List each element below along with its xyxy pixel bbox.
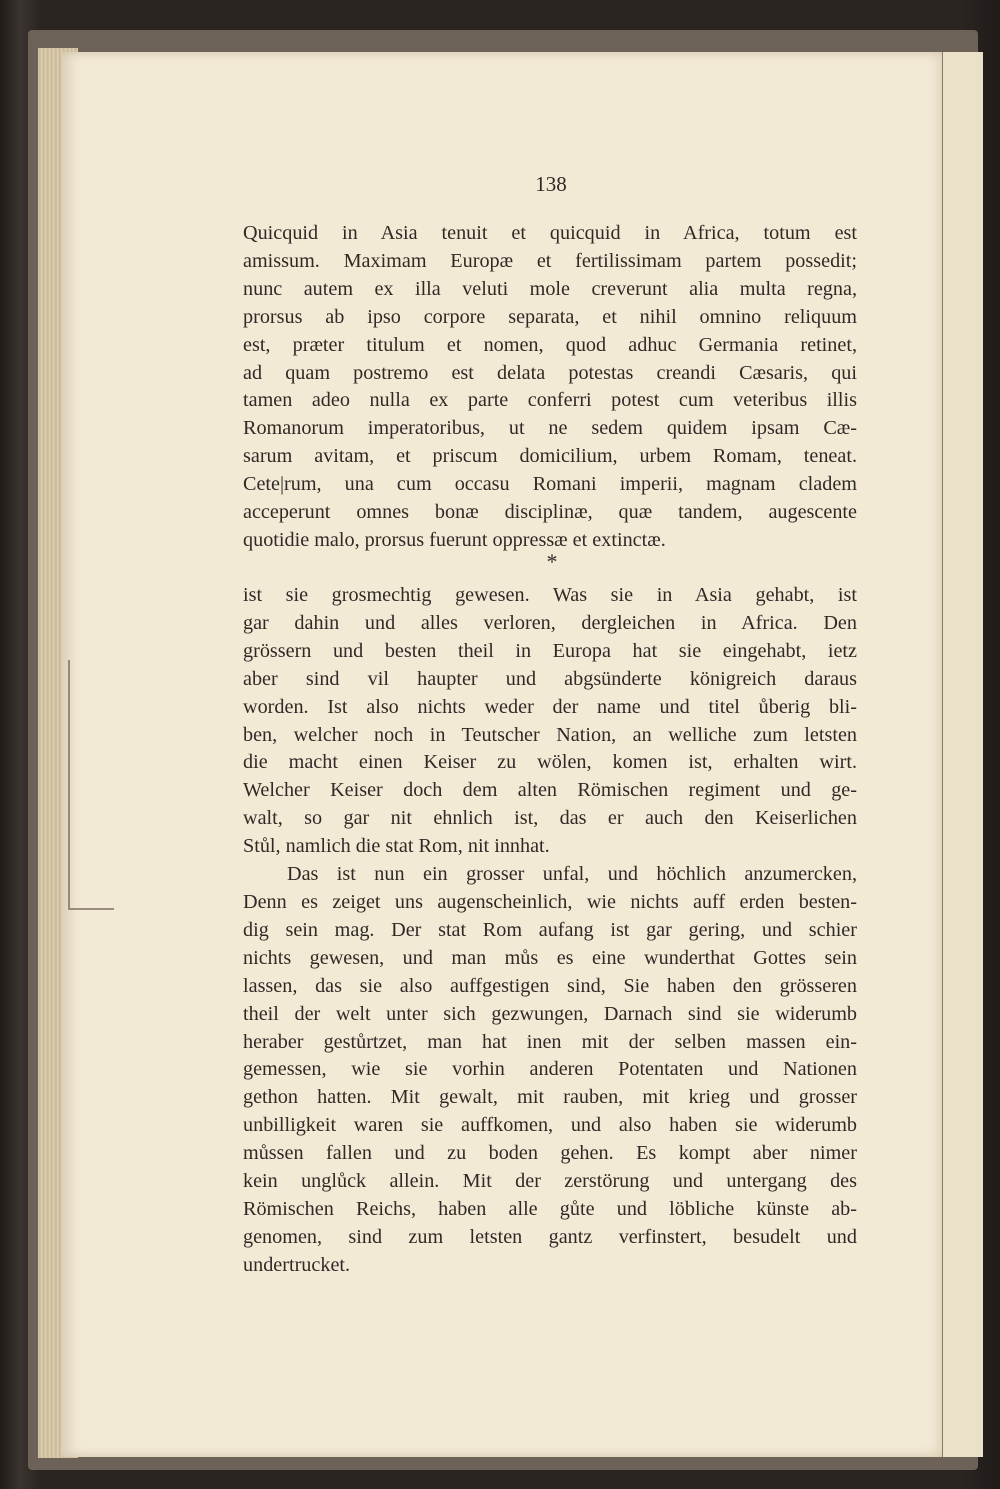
- latin-line-2: amissum. Maximam Europæ et fertilissimam partem possedit;: [243, 249, 857, 272]
- latin-line-7: tamen adeo nulla ex parte conferri potest cum veteribus illis: [243, 389, 857, 412]
- german-line-24: genomen, sind zum letsten gantz verfinstert, besudelt und: [243, 1225, 857, 1248]
- latin-line-6: ad quam postremo est delata potestas creandi Cæsaris, qui: [243, 361, 857, 384]
- latin-line-5: est, præter titulum et nomen, quod adhuc Germania retinet,: [243, 333, 857, 356]
- german-line-5: worden. Ist also nichts weder der name und titel ůberig bli-: [243, 695, 857, 718]
- latin-line-1: Quicquid in Asia tenuit et quicquid in Africa, totum est: [243, 222, 857, 244]
- german-paragraph: [243, 582, 857, 1280]
- german-line-15: lassen, das sie also auffgestigen sind, Sie haben den grösseren: [243, 974, 857, 997]
- german-line-25: undertrucket.: [243, 1253, 351, 1276]
- latin-line-11: acceperunt omnes bonæ disciplinæ, quæ tandem, augescente: [243, 501, 857, 524]
- german-line-16: theil der welt unter sich gezwungen, Darnach sind sie widerumb: [243, 1002, 857, 1025]
- latin-line-10: Cete|rum, una cum occasu Romani imperii, magnam cladem: [243, 473, 857, 496]
- adjacent-page-edge: [942, 52, 983, 1457]
- latin-line-8: Romanorum imperatoribus, ut ne sedem quidem ipsam Cæ-: [243, 417, 857, 440]
- german-line-12: Denn es zeiget uns augenscheinlich, wie nichts auff erden besten-: [243, 890, 857, 913]
- german-line-4: aber sind vil haupter und abgsünderte königreich daraus: [243, 667, 857, 690]
- german-line-3: grössern und besten theil in Europa hat sie eingehabt, ietz: [243, 639, 857, 662]
- page-number: 138: [535, 172, 567, 196]
- german-line-17: heraber gestůrtzet, man hat inen mit der selben massen ein-: [243, 1030, 857, 1053]
- german-line-14: nichts gewesen, und man můs es eine wunderthat Gottes sein: [243, 946, 857, 969]
- latin-line-4: prorsus ab ipso corpore separata, et nihil omnino reliquum: [243, 305, 857, 328]
- german-line-22: kein unglůck allein. Mit der zerstörung und untergang des: [243, 1170, 857, 1193]
- german-line-8: Welcher Keiser doch dem alten Römischen regiment und ge-: [243, 779, 857, 802]
- german-line-23: Römischen Reichs, haben alle gůte und löbliche künste ab-: [243, 1197, 857, 1220]
- german-line-18: gemessen, wie sie vorhin anderen Potentaten und Nationen: [243, 1058, 857, 1081]
- german-line-7: die macht einen Keiser zu wölen, komen ist, erhalten wirt.: [243, 751, 857, 774]
- german-line-19: gethon hatten. Mit gewalt, mit rauben, mit krieg und grosser: [243, 1086, 857, 1109]
- german-line-11: Das ist nun ein grosser unfal, und höchlich anzumercken,: [287, 863, 857, 886]
- latin-line-12: quotidie malo, prorsus fuerunt oppressæ et extinctæ.: [243, 528, 666, 551]
- german-line-2: gar dahin und alles verloren, dergleichen in Africa. Den: [243, 611, 857, 634]
- latin-paragraph: [243, 220, 857, 555]
- latin-line-3: nunc autem ex illa veluti mole creverunt alia multa regna,: [243, 277, 857, 300]
- german-line-20: unbilligkeit waren sie auffkomen, und also haben sie widerumb: [243, 1114, 857, 1137]
- german-line-21: můssen fallen und zu boden gehen. Es kompt aber nimer: [243, 1142, 857, 1165]
- german-line-1: ist sie grosmechtig gewesen. Was sie in Asia gehabt, ist: [243, 584, 857, 606]
- german-line-13: dig sein mag. Der stat Rom aufang ist gar gering, und schier: [243, 918, 857, 941]
- german-line-6: ben, welcher noch in Teutscher Nation, an welliche zum letsten: [243, 723, 857, 746]
- section-separator-asterisk: *: [546, 549, 558, 574]
- margin-bracket-mark: [68, 660, 114, 910]
- latin-line-9: sarum avitam, et priscum domicilium, urbem Romam, teneat.: [243, 445, 857, 468]
- german-line-9: walt, so gar nit ehnlich ist, das er auch den Keiserlichen: [243, 807, 857, 830]
- german-line-10: Stůl, namlich die stat Rom, nit innhat.: [243, 835, 550, 858]
